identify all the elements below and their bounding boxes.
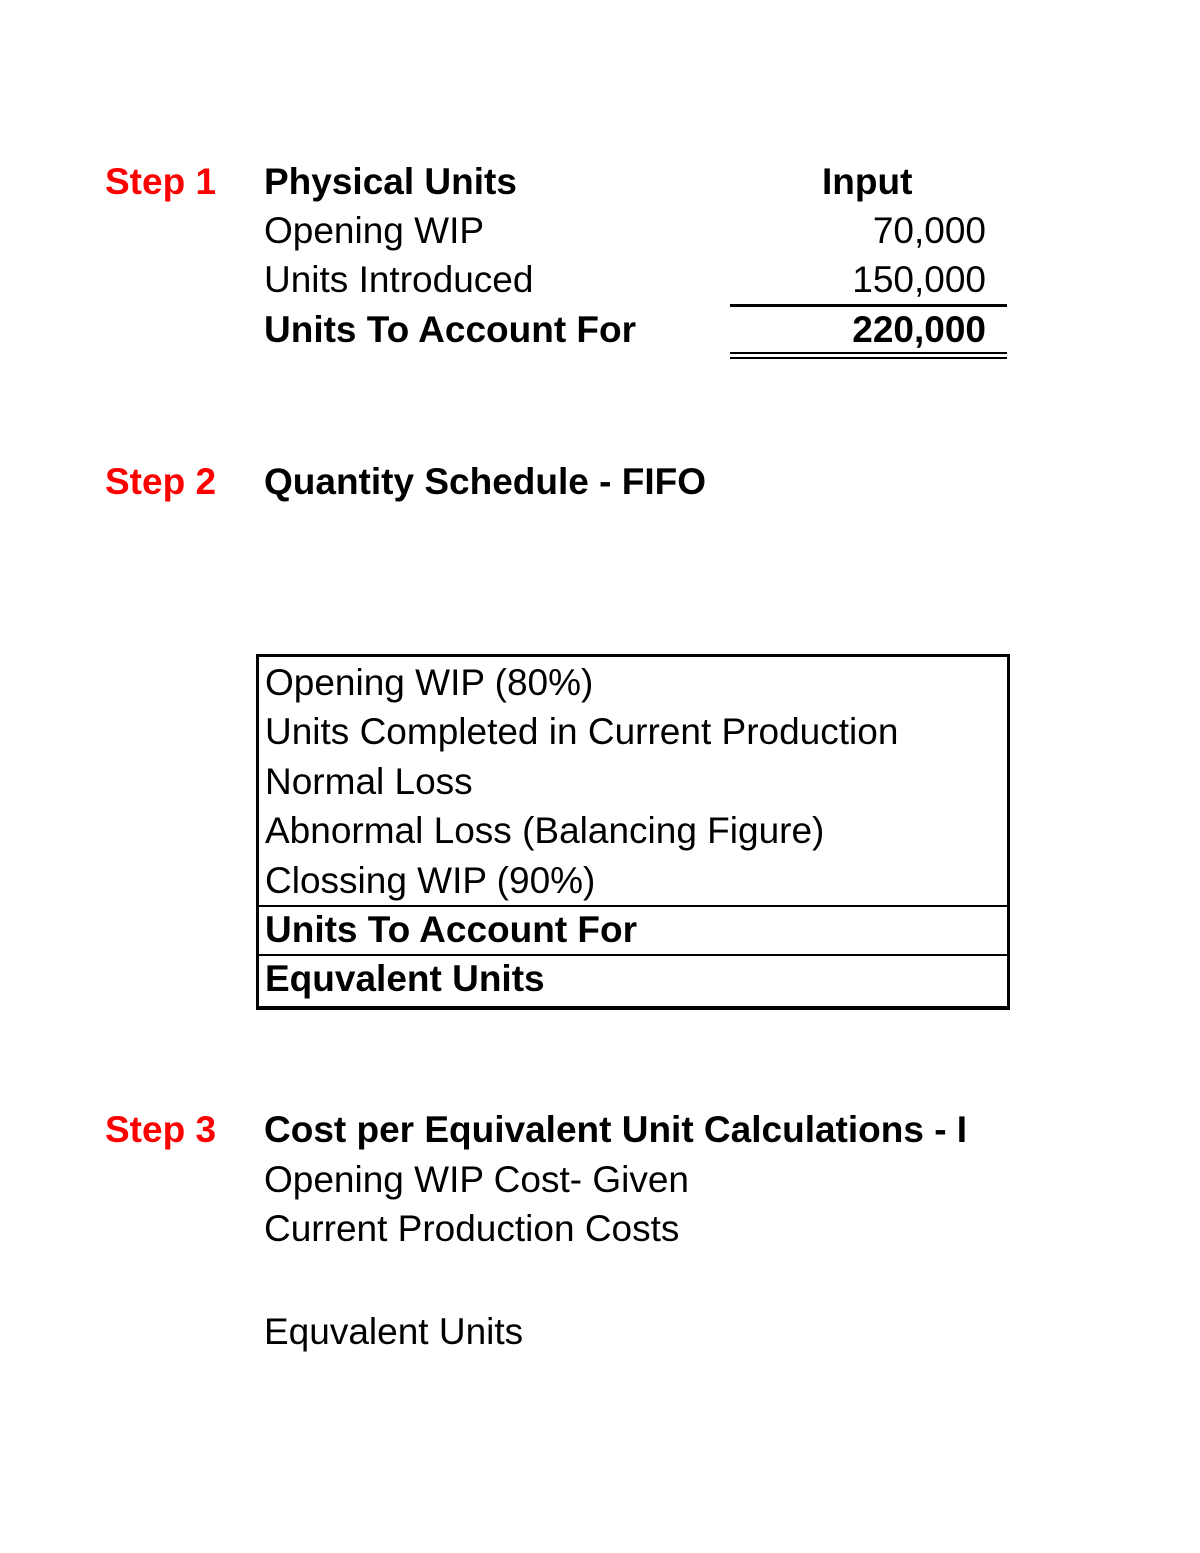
units-to-account-for-value: 220,000 [852,309,986,350]
opening-wip-cost-label: Opening WIP Cost- Given [264,1159,689,1200]
current-production-costs-label: Current Production Costs [264,1208,680,1249]
input-column-header: Input [822,161,913,202]
schedule-row-closing-wip: Clossing WIP (90%) [265,860,596,901]
schedule-total-label: Units To Account For [265,909,638,950]
double-rule-bottom [730,357,1007,359]
schedule-row-normal-loss: Normal Loss [265,761,473,802]
schedule-row-units-completed: Units Completed in Current Production [265,711,899,752]
schedule-row-opening-wip: Opening WIP (80%) [265,662,594,703]
step3-equivalent-units-label: Equvalent Units [264,1311,524,1352]
schedule-divider-1 [259,905,1007,907]
quantity-schedule-table [256,654,1010,1010]
units-introduced-label: Units Introduced [264,259,534,300]
step3-label: Step 3 [105,1109,217,1150]
double-rule-top [730,352,1007,354]
units-introduced-value: 150,000 [852,259,986,300]
step3-title: Cost per Equivalent Unit Calculations - I [264,1109,968,1150]
step1-title: Physical Units [264,161,517,202]
schedule-divider-2 [259,954,1007,956]
schedule-equivalent-units-label: Equvalent Units [265,958,545,999]
step1-label: Step 1 [105,161,217,202]
opening-wip-value: 70,000 [872,210,986,251]
units-to-account-for-label: Units To Account For [264,309,637,350]
step2-label: Step 2 [105,461,217,502]
subtotal-rule [730,304,1007,307]
step2-title: Quantity Schedule - FIFO [264,461,706,502]
schedule-row-abnormal-loss: Abnormal Loss (Balancing Figure) [265,810,825,851]
opening-wip-label: Opening WIP [264,210,485,251]
